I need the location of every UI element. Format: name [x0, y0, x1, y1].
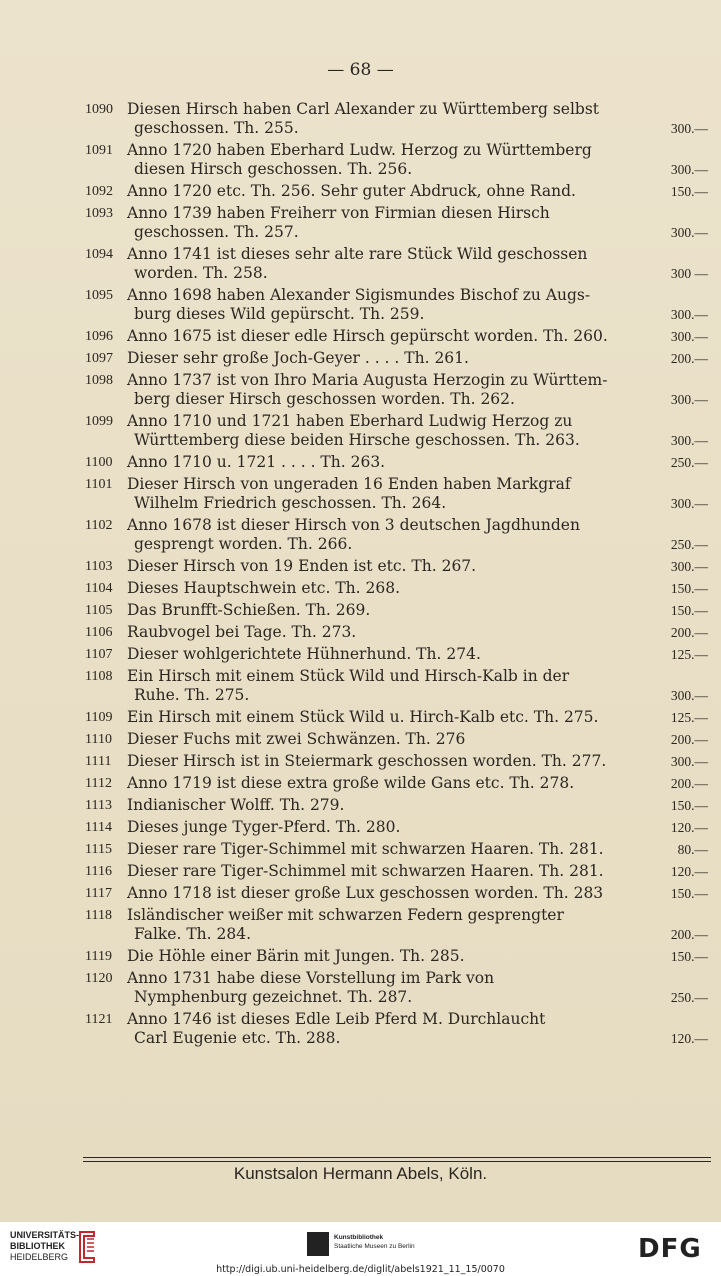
entry-price: 120.—: [670, 864, 708, 879]
entry-description-line1: Dieses junge Tyger-Pferd. Th. 280.: [127, 818, 401, 836]
entry-price: 200.—: [670, 776, 708, 791]
entry-description-line2: geschossen. Th. 257.: [134, 223, 299, 241]
entry-description: [80, 796, 612, 815]
entry-description-line1: Das Brunfft-Schießen. Th. 269.: [127, 601, 371, 619]
university-library-logo[interactable]: [10, 1230, 79, 1263]
catalog-entry: [80, 100, 716, 138]
catalog-entry: [80, 969, 716, 1007]
entry-description: [80, 862, 612, 881]
catalog-entry: [80, 245, 716, 283]
catalog-entry: [80, 204, 716, 242]
catalog-entry: [80, 1010, 716, 1048]
entry-description-line1: Anno 1739 haben Freiherr von Firmian diesen Hirsch: [127, 204, 550, 222]
catalog-entry: [80, 601, 716, 620]
entry-description-line1: Anno 1720 haben Eberhard Ludw. Herzog zu Württemberg: [127, 141, 592, 159]
catalog-entry: [80, 906, 716, 944]
entry-number: 1105: [85, 603, 113, 618]
catalog-entry: [80, 453, 716, 472]
entry-number: 1109: [85, 710, 113, 725]
entry-description: [80, 774, 612, 793]
catalog-entry: [80, 327, 716, 346]
entry-description: [80, 906, 612, 944]
entry-description-line2: Nymphenburg gezeichnet. Th. 287.: [134, 988, 413, 1006]
entry-description: [80, 100, 612, 138]
entry-description-line2: Ruhe. Th. 275.: [134, 686, 250, 704]
entry-description: [80, 730, 612, 749]
entry-description: [80, 286, 612, 324]
entry-number: 1115: [85, 842, 112, 857]
entry-price: 300.—: [670, 688, 708, 703]
entry-price: 150.—: [670, 581, 708, 596]
entry-price: 300.—: [670, 121, 708, 136]
page-number: — 68 —: [327, 60, 394, 80]
entry-number: 1099: [85, 414, 113, 429]
entry-number: 1117: [85, 886, 112, 901]
entry-number: 1111: [85, 754, 112, 769]
catalog-entry: [80, 371, 716, 409]
entry-description: [80, 1010, 612, 1048]
entry-description-line2: burg dieses Wild gepürscht. Th. 259.: [134, 305, 425, 323]
catalog-entry: [80, 349, 716, 368]
entry-price: 300.—: [670, 162, 708, 177]
catalog-entry-list: [80, 100, 716, 1051]
entry-description-line1: Dieser Hirsch ist in Steiermark geschossen worden. Th. 277.: [127, 752, 607, 770]
footer-rule-top: [83, 1157, 711, 1158]
entry-number: 1093: [85, 206, 113, 221]
entry-description-line2: geschossen. Th. 255.: [134, 119, 299, 137]
entry-description: [80, 412, 612, 450]
entry-number: 1102: [85, 518, 113, 533]
entry-description-line1: Ein Hirsch mit einem Stück Wild u. Hirch-Kalb etc. Th. 275.: [127, 708, 599, 726]
entry-description: [80, 349, 612, 368]
entry-description-line2: worden. Th. 258.: [134, 264, 268, 282]
entry-price: 300.—: [670, 559, 708, 574]
entry-description: [80, 601, 612, 620]
entry-price: 300.—: [670, 225, 708, 240]
entry-description-line2: gesprengt worden. Th. 266.: [134, 535, 353, 553]
entry-description-line1: Dieser rare Tiger-Schimmel mit schwarzen Haaren. Th. 281.: [127, 862, 604, 880]
entry-description-line1: Dieser wohlgerichtete Hühnerhund. Th. 274.: [127, 645, 481, 663]
entry-description-line1: Dieser Fuchs mit zwei Schwänzen. Th. 276: [127, 730, 466, 748]
entry-price: 200.—: [670, 927, 708, 942]
entry-number: 1112: [85, 776, 112, 791]
permalink-url[interactable]: http://digi.ub.uni-heidelberg.de/diglit/abels1921_11_15/0070: [216, 1264, 505, 1275]
entry-description-line2: Carl Eugenie etc. Th. 288.: [134, 1029, 341, 1047]
catalog-entry: [80, 412, 716, 450]
catalog-entry: [80, 645, 716, 664]
entry-description-line1: Anno 1710 und 1721 haben Eberhard Ludwig Herzog zu: [127, 412, 573, 430]
uni-logo-line1: UNIVERSITÄTS-: [10, 1230, 80, 1240]
entry-description-line1: Anno 1746 ist dieses Edle Leib Pferd M. Durchlaucht: [127, 1010, 546, 1028]
kb-logo-line1: Kunstbibliothek: [334, 1234, 384, 1241]
entry-description: [80, 667, 612, 705]
entry-description: [80, 516, 612, 554]
entry-description-line2: diesen Hirsch geschossen. Th. 256.: [134, 160, 413, 178]
entry-description: [80, 141, 612, 179]
entry-description-line2: berg dieser Hirsch geschossen worden. Th. 262.: [134, 390, 515, 408]
entry-number: 1103: [85, 559, 113, 574]
entry-number: 1108: [85, 669, 113, 684]
entry-price: 150.—: [670, 949, 708, 964]
entry-description-line1: Anno 1719 ist diese extra große wilde Gans etc. Th. 278.: [127, 774, 575, 792]
catalog-entry: [80, 579, 716, 598]
entry-description: [80, 645, 612, 664]
entry-price: 150.—: [670, 603, 708, 618]
entry-description-line1: Anno 1720 etc. Th. 256. Sehr guter Abdruck, ohne Rand.: [127, 182, 576, 200]
catalog-entry: [80, 818, 716, 837]
entry-number: 1106: [85, 625, 113, 640]
entry-description-line1: Anno 1718 ist dieser große Lux geschossen worden. Th. 283: [127, 884, 604, 902]
entry-description-line1: Dieser rare Tiger-Schimmel mit schwarzen Haaren. Th. 281.: [127, 840, 604, 858]
entry-description-line2: Württemberg diese beiden Hirsche geschossen. Th. 263.: [134, 431, 580, 449]
entry-price: 250.—: [670, 537, 708, 552]
entry-number: 1091: [85, 143, 113, 158]
catalog-entry: [80, 623, 716, 642]
kb-logo-line2: Staatliche Museen zu Berlin: [334, 1243, 415, 1250]
entry-price: 300.—: [670, 496, 708, 511]
entry-description-line1: Die Höhle einer Bärin mit Jungen. Th. 285.: [127, 947, 465, 965]
entry-price: 300.—: [670, 329, 708, 344]
entry-number: 1120: [85, 971, 113, 986]
entry-description: [80, 245, 612, 283]
entry-description: [80, 475, 612, 513]
kunstbibliothek-logo[interactable]: [334, 1233, 415, 1251]
footer-publisher: Kunstsalon Hermann Abels, Köln.: [233, 1164, 488, 1183]
entry-price: 150.—: [670, 184, 708, 199]
catalog-entry: [80, 557, 716, 576]
entry-number: 1118: [85, 908, 112, 923]
entry-price: 300.—: [670, 307, 708, 322]
catalog-entry: [80, 730, 716, 749]
viewer-footer-bar: [0, 1222, 721, 1276]
entry-price: 300.—: [670, 433, 708, 448]
entry-price: 250.—: [670, 990, 708, 1005]
entry-price: 300.—: [670, 754, 708, 769]
entry-description: [80, 818, 612, 837]
footer-rule-bottom: [83, 1161, 711, 1162]
entry-price: 250.—: [670, 455, 708, 470]
entry-number: 1098: [85, 373, 113, 388]
entry-description-line1: Anno 1678 ist dieser Hirsch von 3 deutschen Jagdhunden: [127, 516, 580, 534]
entry-number: 1104: [85, 581, 113, 596]
entry-description: [80, 752, 612, 771]
entry-number: 1095: [85, 288, 113, 303]
entry-description-line1: Anno 1675 ist dieser edle Hirsch gepürscht worden. Th. 260.: [127, 327, 608, 345]
entry-number: 1110: [85, 732, 112, 747]
entry-number: 1090: [85, 102, 113, 117]
entry-description: [80, 453, 612, 472]
kunstbibliothek-icon: [307, 1232, 329, 1256]
entry-description: [80, 557, 612, 576]
entry-description-line1: Anno 1741 ist dieses sehr alte rare Stück Wild geschossen: [127, 245, 588, 263]
entry-number: 1097: [85, 351, 113, 366]
entry-price: 125.—: [670, 647, 708, 662]
entry-number: 1107: [85, 647, 113, 662]
entry-description-line1: Dieser Hirsch von 19 Enden ist etc. Th. 267.: [127, 557, 477, 575]
entry-price: 120.—: [670, 1031, 708, 1046]
entry-description-line1: Anno 1698 haben Alexander Sigismundes Bischof zu Augs-: [127, 286, 591, 304]
entry-description-line1: Anno 1737 ist von Ihro Maria Augusta Herzogin zu Württem-: [127, 371, 608, 389]
entry-price: 125.—: [670, 710, 708, 725]
entry-number: 1101: [85, 477, 113, 492]
catalog-entry: [80, 182, 716, 201]
entry-price: 200.—: [670, 351, 708, 366]
entry-description: [80, 708, 612, 727]
entry-description: [80, 371, 612, 409]
entry-description-line2: Wilhelm Friedrich geschossen. Th. 264.: [134, 494, 447, 512]
entry-description-line1: Indianischer Wolff. Th. 279.: [127, 796, 345, 814]
entry-description: [80, 182, 612, 201]
entry-price: 150.—: [670, 798, 708, 813]
entry-price: 200.—: [670, 732, 708, 747]
catalog-entry: [80, 947, 716, 966]
entry-description: [80, 204, 612, 242]
catalog-entry: [80, 475, 716, 513]
entry-description-line1: Ein Hirsch mit einem Stück Wild und Hirsch-Kalb in der: [127, 667, 570, 685]
entry-description-line1: Anno 1710 u. 1721 . . . . Th. 263.: [127, 453, 386, 471]
entry-price: 150.—: [670, 886, 708, 901]
entry-description-line1: Anno 1731 habe diese Vorstellung im Park von: [127, 969, 495, 987]
catalog-entry: [80, 796, 716, 815]
entry-price: 80.—: [677, 842, 708, 857]
entry-description: [80, 884, 612, 903]
entry-number: 1116: [85, 864, 112, 879]
entry-description: [80, 327, 612, 346]
entry-description: [80, 623, 612, 642]
catalog-entry: [80, 774, 716, 793]
catalog-entry: [80, 667, 716, 705]
entry-number: 1121: [85, 1012, 113, 1027]
entry-description-line1: Dieses Hauptschwein etc. Th. 268.: [127, 579, 401, 597]
uni-logo-line3: HEIDELBERG: [10, 1252, 69, 1262]
catalog-entry: [80, 141, 716, 179]
entry-number: 1100: [85, 455, 113, 470]
catalog-entry: [80, 840, 716, 859]
entry-description-line1: Isländischer weißer mit schwarzen Federn gesprengter: [127, 906, 564, 924]
entry-description-line1: Dieser sehr große Joch-Geyer . . . . Th. 261.: [127, 349, 469, 367]
entry-description: [80, 947, 612, 966]
entry-description-line2: Falke. Th. 284.: [134, 925, 252, 943]
entry-number: 1096: [85, 329, 113, 344]
entry-price: 120.—: [670, 820, 708, 835]
uni-heidelberg-emblem-icon: [76, 1230, 98, 1264]
catalog-entry: [80, 862, 716, 881]
entry-price: 300.—: [670, 392, 708, 407]
catalog-entry: [80, 708, 716, 727]
entry-description: [80, 579, 612, 598]
entry-number: 1114: [85, 820, 112, 835]
catalog-entry: [80, 286, 716, 324]
entry-description-line1: Diesen Hirsch haben Carl Alexander zu Württemberg selbst: [127, 100, 600, 118]
entry-description: [80, 840, 612, 859]
entry-price: 300 —: [670, 266, 708, 281]
entry-number: 1113: [85, 798, 112, 813]
entry-description-line1: Dieser Hirsch von ungeraden 16 Enden haben Markgraf: [127, 475, 571, 493]
entry-description-line1: Raubvogel bei Tage. Th. 273.: [127, 623, 357, 641]
uni-logo-line2: BIBLIOTHEK: [10, 1241, 65, 1251]
entry-number: 1119: [85, 949, 112, 964]
catalog-entry: [80, 884, 716, 903]
catalog-entry: [80, 752, 716, 771]
entry-description: [80, 969, 612, 1007]
entry-number: 1094: [85, 247, 113, 262]
catalog-entry: [80, 516, 716, 554]
entry-price: 200.—: [670, 625, 708, 640]
dfg-logo[interactable]: DFG: [638, 1234, 702, 1264]
entry-number: 1092: [85, 184, 113, 199]
